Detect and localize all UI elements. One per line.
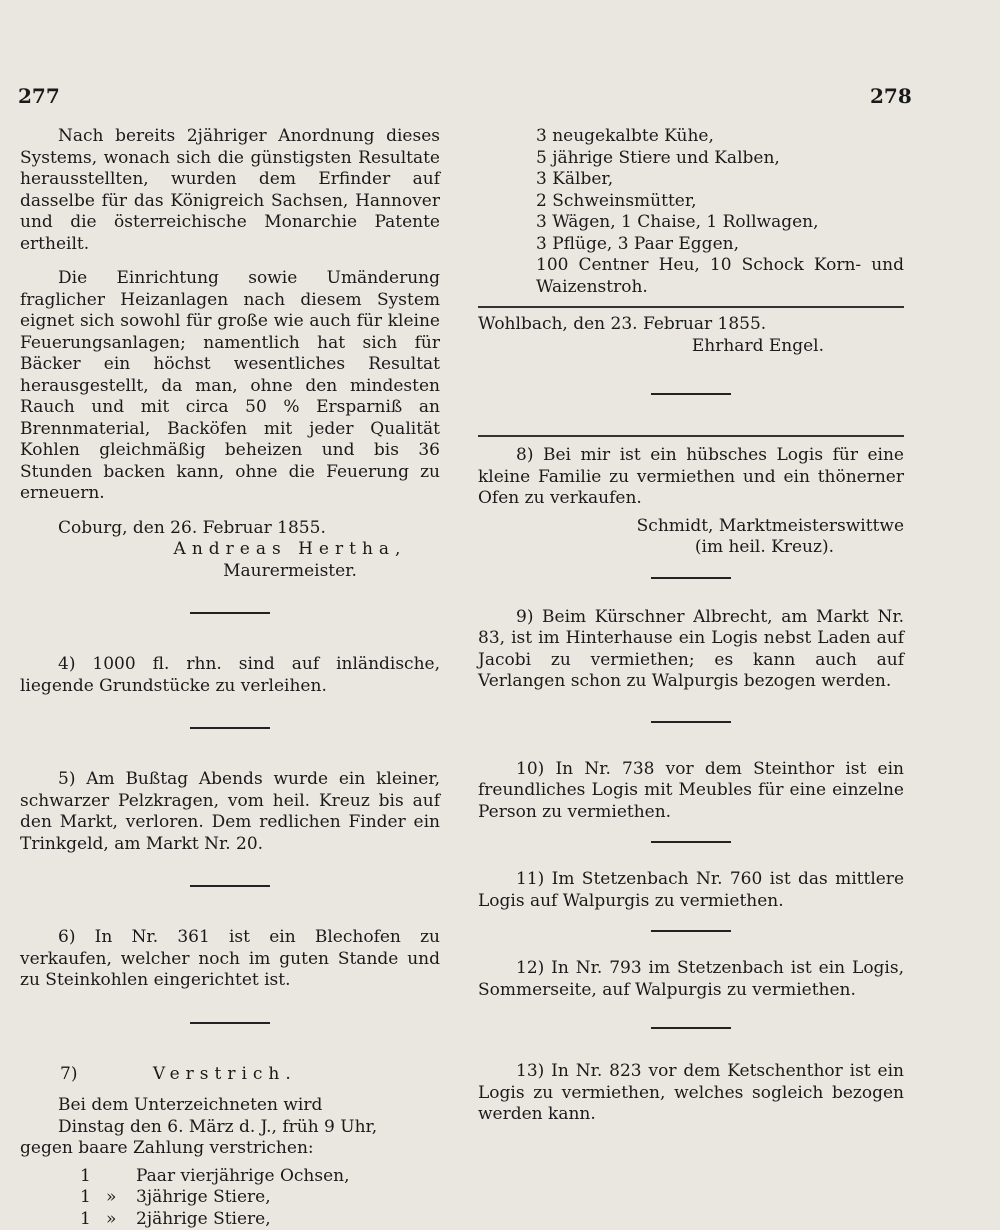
list-item: 1 Paar vierjährige Ochsen,	[80, 1166, 440, 1188]
ad-7-title: Verstrich.	[153, 1064, 297, 1084]
ad-7-number: 7)	[60, 1064, 77, 1084]
rule	[478, 306, 904, 308]
separator	[651, 1027, 731, 1029]
page-number-right: 278	[870, 84, 912, 108]
separator	[190, 727, 270, 729]
page-number-left: 277	[18, 84, 60, 108]
item-list	[80, 1166, 440, 1230]
ad-7-line-3: gegen baare Zahlung verstrichen:	[20, 1138, 440, 1160]
list-item: 3 Kälber,	[536, 169, 904, 191]
signature: Ehrhard Engel.	[478, 336, 904, 358]
right-column	[478, 126, 904, 1126]
ad-5: 5) Am Bußtag Abends wurde ein kleiner, schwarzer Pelzkragen, vom heil. Kreuz bis auf den Markt, verloren. Dem redlichen Finder ein Trinkgeld, am Markt Nr. 20.	[20, 769, 440, 855]
list-item: 1 » 2jährige Stiere,	[80, 1209, 440, 1230]
list-item: 3 Pflüge, 3 Paar Eggen,	[536, 234, 904, 256]
ad-4: 4) 1000 fl. rhn. sind auf inländische, liegende Grundstücke zu verleihen.	[20, 654, 440, 697]
ad-7-line-2: Dinstag den 6. März d. J., früh 9 Uhr,	[20, 1117, 440, 1139]
ad-6: 6) In Nr. 361 ist ein Blechofen zu verkaufen, welcher noch im guten Stande und zu Steinkohlen eingerichtet ist.	[20, 927, 440, 992]
list-item: 1 » 3jährige Stiere,	[80, 1187, 440, 1209]
signature-name: Andreas Hertha,	[20, 539, 440, 561]
ad-9: 9) Beim Kürschner Albrecht, am Markt Nr. 83, ist im Hinterhause ein Logis nebst Laden auf Jacobi zu vermiethen; es kann auch auf Verlangen schon zu Walpurgis bezogen werden.	[478, 607, 904, 693]
separator	[651, 841, 731, 843]
list-item: 100 Centner Heu, 10 Schock Korn- und Waizenstroh.	[536, 255, 904, 298]
ad-8-signature-1: Schmidt, Marktmeisterswittwe	[478, 516, 904, 538]
ad-13: 13) In Nr. 823 vor dem Ketschenthor ist ein Logis zu vermiethen, welches sogleich bezogen werden kann.	[478, 1061, 904, 1126]
separator	[651, 930, 731, 932]
paragraph-heating: Die Einrichtung sowie Umänderung fraglicher Heizanlagen nach diesem System eignet sich sowohl für große wie auch für kleine Feuerungsanlagen; namentlich hat sich für Bäcker ein höchst wesentliches Resultat herausgestellt, da man, ohne den mindesten Rauch und mit circa 50 % Ersparniß an Brennmaterial, Backöfen mit jeder Qualität Kohlen gleichmäßig beheizen und bis 36 Stunden backen kann, ohne die Feuerung zu erneuern.	[20, 268, 440, 505]
list-item: 3 neugekalbte Kühe,	[536, 126, 904, 148]
ad-8-signature-2: (im heil. Kreuz).	[478, 537, 904, 559]
left-column	[20, 126, 440, 1230]
paragraph-patent: Nach bereits 2jähriger Anordnung dieses Systems, wonach sich die günstigsten Resultate herausstellten, wurden dem Erfinder auf dasselbe für das Königreich Sachsen, Hannover und die österreichische Monarchie Patente ertheilt.	[20, 126, 440, 255]
separator	[651, 393, 731, 395]
signature-title: Maurermeister.	[20, 561, 440, 583]
list-item: 3 Wägen, 1 Chaise, 1 Rollwagen,	[536, 212, 904, 234]
ad-11: 11) Im Stetzenbach Nr. 760 ist das mittlere Logis auf Walpurgis zu vermiethen.	[478, 869, 904, 912]
list-item: 5 jährige Stiere und Kalben,	[536, 148, 904, 170]
ad-7-line-1: Bei dem Unterzeichneten wird	[20, 1095, 440, 1117]
separator	[190, 1022, 270, 1024]
place-date: Coburg, den 26. Februar 1855.	[20, 518, 440, 540]
rule	[478, 435, 904, 437]
separator	[190, 612, 270, 614]
list-item: 2 Schweinsmütter,	[536, 191, 904, 213]
place-date: Wohlbach, den 23. Februar 1855.	[478, 314, 904, 336]
ad-12: 12) In Nr. 793 im Stetzenbach ist ein Logis, Sommerseite, auf Walpurgis zu vermiethen.	[478, 958, 904, 1001]
separator	[651, 721, 731, 723]
item-list-continued	[478, 126, 904, 298]
ad-8: 8) Bei mir ist ein hübsches Logis für eine kleine Familie zu vermiethen und ein thönerner Ofen zu verkaufen.	[478, 445, 904, 510]
separator	[190, 885, 270, 887]
ad-10: 10) In Nr. 738 vor dem Steinthor ist ein freundliches Logis mit Meubles für eine einzelne Person zu vermiethen.	[478, 759, 904, 824]
separator	[651, 577, 731, 579]
